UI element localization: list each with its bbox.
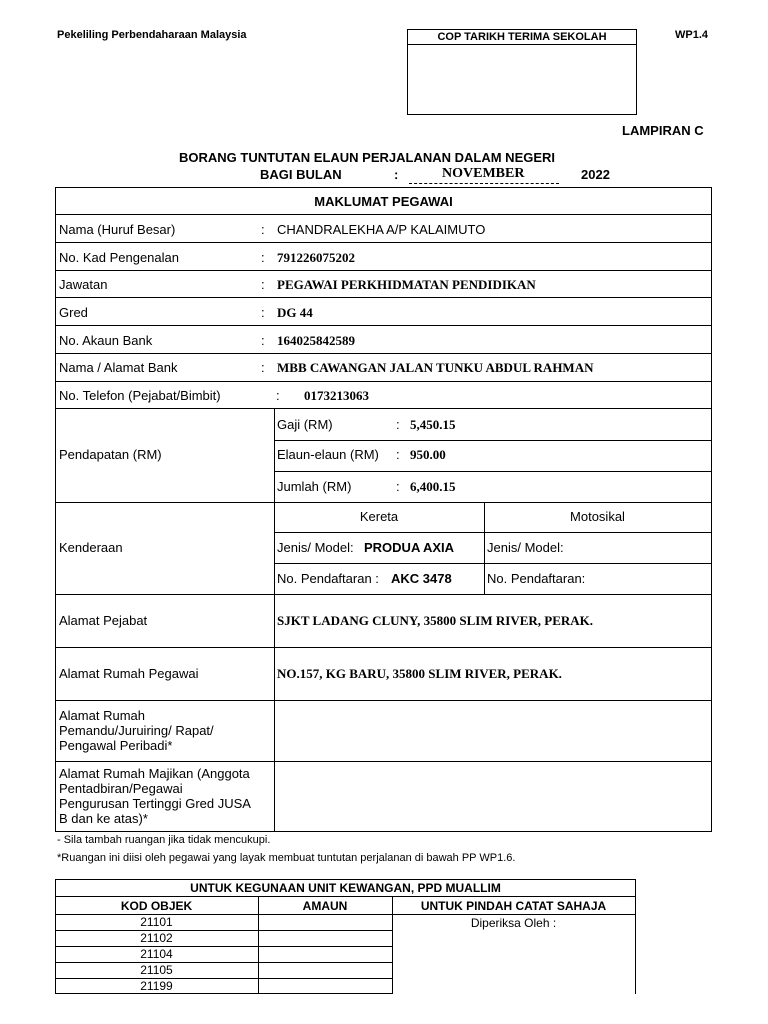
section-title: MAKLUMAT PEGAWAI [314,194,453,209]
salary-value: 5,450.15 [410,417,456,432]
stamp-box [407,29,637,115]
month-underline [409,183,559,184]
colon: : [261,333,265,348]
object-code: 21105 [140,963,173,977]
appendix-label: LAMPIRAN C [622,123,704,138]
motorcycle-header: Motosikal [570,509,625,524]
finance-title: UNTUK KEGUNAAN UNIT KEWANGAN, PPD MUALLIM [190,881,501,895]
object-code-header: KOD OBJEK [120,899,193,913]
checked-by-label: Diperiksa Oleh : [470,916,557,930]
colon: : [396,479,400,494]
note-eligibility: *Ruangan ini diisi oleh pegawai yang layak membuat tuntutan perjalanan di bawah PP WP1.6. [57,852,516,864]
amount-header: AMAUN [302,899,348,913]
employer-address-label: Alamat Rumah Majikan (Anggota Pentadbiran/Pegawai Pengurusan Tertinggi Gred JUSA B dan ke atas)* [59,766,251,826]
home-address-label: Alamat Rumah Pegawai [59,666,199,681]
colon: : [396,447,400,462]
car-registration-value: AKC 3478 [391,571,452,586]
form-title: BORANG TUNTUTAN ELAUN PERJALANAN DALAM NEGERI [179,150,556,165]
finance-table [55,879,636,994]
home-address-value: NO.157, KG BARU, 35800 SLIM RIVER, PERAK. [277,666,562,681]
allowance-label: Elaun-elaun (RM) [277,447,379,462]
name-value: CHANDRALEKHA A/P KALAIMUTO [277,222,486,237]
object-code: 21101 [140,915,173,929]
motorcycle-model-label: Jenis/ Model: [487,540,564,555]
car-model-value: PRODUA AXIA [364,540,455,555]
income-label: Pendapatan (RM) [59,447,162,462]
colon: : [261,250,265,265]
bank-account-label: No. Akaun Bank [59,333,153,348]
bank-address-value: MBB CAWANGAN JALAN TUNKU ABDUL RAHMAN [277,360,594,375]
note-add-rows: - Sila tambah ruangan jika tidak mencukupi. [57,834,271,846]
grade-value: DG 44 [277,305,313,320]
car-model-label: Jenis/ Model: [277,540,354,555]
salary-label: Gaji (RM) [277,417,333,432]
office-address-value: SJKT LADANG CLUNY, 35800 SLIM RIVER, PERAK. [277,613,594,628]
office-address-label: Alamat Pejabat [59,613,148,628]
total-label: Jumlah (RM) [277,479,352,494]
phone-label: No. Telefon (Pejabat/Bimbit) [59,388,221,403]
colon: : [261,305,265,320]
ic-label: No. Kad Pengenalan [59,250,179,265]
employee-info-form [55,187,712,832]
name-label: Nama (Huruf Besar) [59,222,176,237]
object-code: 21102 [140,931,173,945]
driver-address-label: Alamat Rumah Pemandu/Juruiring/ Rapat/ Pengawal Peribadi* [59,708,214,753]
vehicle-label: Kenderaan [59,540,123,555]
year-value: 2022 [581,167,610,182]
object-code: 21199 [140,979,173,993]
colon: : [276,388,280,403]
bank-address-label: Nama / Alamat Bank [59,360,178,375]
object-code: 21104 [140,947,173,961]
car-registration-label: No. Pendaftaran : [277,571,379,586]
circular-reference: Pekeliling Perbendaharaan Malaysia [57,29,247,41]
grade-label: Gred [59,305,88,320]
form-code: WP1.4 [675,29,709,41]
colon: : [396,417,400,432]
month-label: BAGI BULAN [260,167,342,182]
transfer-note-header: UNTUK PINDAH CATAT SAHAJA [420,899,607,913]
phone-value: 0173213063 [304,388,369,403]
colon: : [261,222,265,237]
month-colon: : [394,167,399,182]
car-header: Kereta [359,509,399,524]
month-value: NOVEMBER [442,166,525,181]
colon: : [261,277,265,292]
bank-account-value: 164025842589 [277,333,355,348]
colon: : [261,360,265,375]
position-value: PEGAWAI PERKHIDMATAN PENDIDIKAN [277,277,536,292]
position-label: Jawatan [59,277,108,292]
motorcycle-registration-label: No. Pendaftaran: [487,571,586,586]
ic-value: 791226075202 [277,250,355,265]
total-value: 6,400.15 [410,479,456,494]
allowance-value: 950.00 [410,447,446,462]
stamp-title: COP TARIKH TERIMA SEKOLAH [408,30,636,45]
